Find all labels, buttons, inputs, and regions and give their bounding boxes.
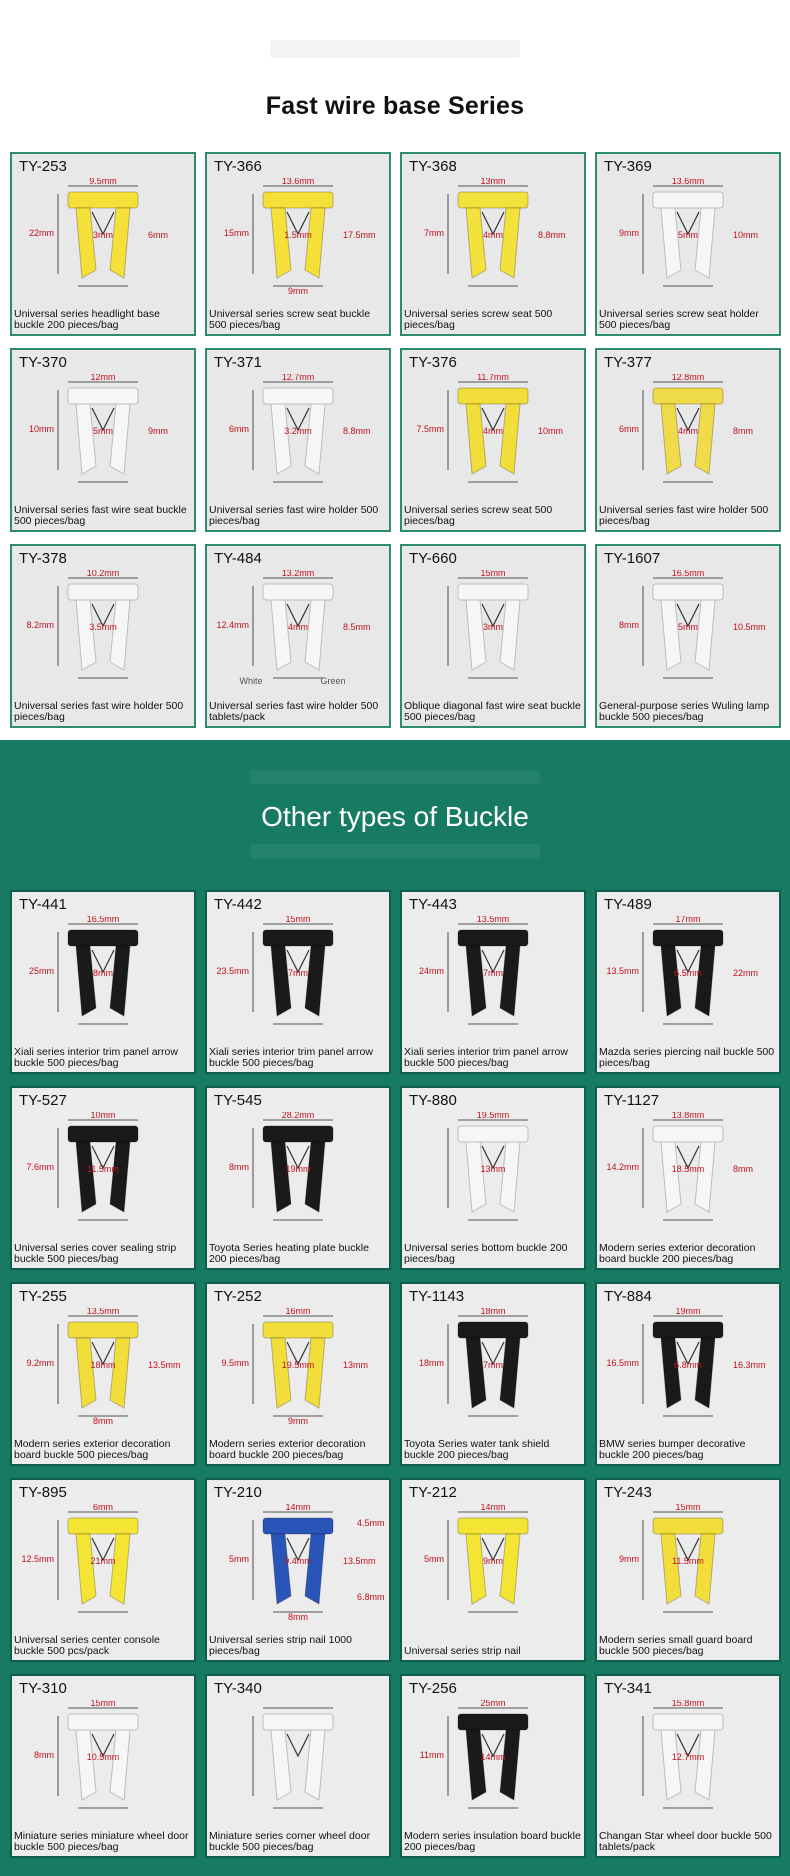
product-code: TY-880	[409, 1092, 457, 1109]
dimension-label: 3.2mm	[284, 426, 312, 436]
product-image	[597, 1112, 779, 1230]
product-image	[12, 916, 194, 1034]
dimension-label: 6.8mm	[674, 1360, 702, 1370]
product-code: TY-341	[604, 1680, 652, 1697]
product-description: Changan Star wheel door buckle 500 tablets/pack	[599, 1830, 772, 1853]
product-code: TY-212	[409, 1484, 457, 1501]
dimension-label: 12.4mm	[216, 620, 249, 630]
product-card[interactable]	[10, 1478, 196, 1662]
product-card[interactable]	[10, 152, 196, 336]
product-card[interactable]	[205, 348, 391, 532]
dimension-label: 15mm	[223, 228, 249, 238]
product-image	[597, 916, 779, 1034]
dimension-label: 7.5mm	[416, 424, 444, 434]
product-code: TY-368	[409, 158, 457, 175]
dimension-label: 11.5mm	[672, 1556, 704, 1566]
product-code: TY-378	[19, 550, 67, 567]
fast-wire-section	[0, 0, 790, 740]
product-code: TY-253	[19, 158, 67, 175]
product-image	[207, 570, 389, 688]
product-image	[207, 1308, 389, 1426]
product-image	[597, 1504, 779, 1622]
dimension-label: 9mm	[483, 1556, 503, 1566]
dimension-label: 23.5mm	[216, 966, 249, 976]
product-image	[402, 916, 584, 1034]
product-description: Modern series exterior decoration board buckle 500 pieces/bag	[14, 1438, 171, 1461]
product-description: Universal series fast wire holder 500 tablets/pack	[209, 700, 379, 723]
product-code: TY-376	[409, 354, 457, 371]
dimension-label: 11.5mm	[87, 1164, 119, 1174]
product-card[interactable]	[10, 1282, 196, 1466]
dimension-label: 12.8mm	[671, 374, 705, 382]
product-card[interactable]	[595, 152, 781, 336]
dimension-label: 13.5mm	[86, 1308, 120, 1316]
product-description: Universal series screw seat buckle 500 pieces/bag	[209, 308, 371, 331]
product-card[interactable]	[205, 544, 391, 728]
product-description: Xiali series interior trim panel arrow buckle 500 pieces/bag	[14, 1046, 178, 1069]
dimension-label: 5mm	[229, 1554, 249, 1564]
product-image	[597, 178, 779, 296]
dimension-label: 5mm	[424, 1554, 444, 1564]
product-code: TY-484	[214, 550, 262, 567]
product-image	[207, 178, 389, 296]
product-code: TY-252	[214, 1288, 262, 1305]
product-code: TY-377	[604, 354, 652, 371]
product-card[interactable]	[205, 152, 391, 336]
product-card[interactable]	[10, 348, 196, 532]
product-card[interactable]	[205, 890, 391, 1074]
dimension-label: 11.7mm	[477, 374, 509, 382]
product-image	[207, 1504, 389, 1622]
product-code: TY-243	[604, 1484, 652, 1501]
product-description: Universal series screw seat 500 pieces/bag	[404, 504, 553, 527]
product-description: Modern series exterior decoration board buckle 200 pieces/bag	[209, 1438, 366, 1461]
dimension-label: 8mm	[34, 1750, 54, 1760]
dimension-label: 6.5mm	[674, 968, 702, 978]
fast-wire-product-grid	[10, 152, 782, 728]
product-card[interactable]	[400, 348, 586, 532]
product-code: TY-1127	[604, 1092, 660, 1109]
product-code: TY-441	[19, 896, 67, 913]
dimension-label: 16.5mm	[86, 916, 120, 924]
product-code: TY-310	[19, 1680, 67, 1697]
dimension-label: 28.2mm	[281, 1112, 315, 1120]
dimension-label: 4.5mm	[357, 1518, 385, 1528]
dimension-label: 9.2mm	[26, 1358, 54, 1368]
dimension-label: 19.5mm	[476, 1112, 510, 1120]
product-card[interactable]	[595, 1674, 781, 1858]
product-image	[12, 178, 194, 296]
product-image	[207, 374, 389, 492]
dimension-label: 10mm	[733, 230, 759, 240]
product-image	[402, 1308, 584, 1426]
product-code: TY-255	[19, 1288, 67, 1305]
product-description: Universal series headlight base buckle 200 pieces/bag	[14, 308, 160, 331]
dimension-label: 12.5mm	[21, 1554, 54, 1564]
product-card[interactable]	[400, 1086, 586, 1270]
dimension-label: 8mm	[288, 1612, 308, 1622]
product-image	[597, 1700, 779, 1818]
dimension-label: 18.5mm	[671, 1164, 705, 1174]
dimension-label: 19mm	[675, 1308, 701, 1316]
dimension-label: 8.2mm	[26, 620, 54, 630]
product-code: TY-489	[604, 896, 652, 913]
product-code: TY-884	[604, 1288, 652, 1305]
dimension-label: 18mm	[418, 1358, 444, 1368]
dimension-label: 7mm	[483, 1360, 503, 1370]
dimension-label: 12mm	[90, 374, 116, 382]
product-code: TY-370	[19, 354, 67, 371]
dimension-label: 18mm	[480, 1308, 506, 1316]
dimension-label: 10mm	[28, 424, 54, 434]
dimension-label: 25mm	[480, 1700, 506, 1708]
dimension-label: 4mm	[483, 230, 503, 240]
dimension-label: 19mm	[285, 1164, 311, 1174]
product-image	[207, 916, 389, 1034]
product-code: TY-545	[214, 1092, 262, 1109]
product-image	[402, 1504, 584, 1622]
dimension-label: 16mm	[285, 1308, 311, 1316]
dimension-label: 8.5mm	[343, 622, 371, 632]
product-card[interactable]	[400, 1282, 586, 1466]
product-image	[12, 570, 194, 688]
product-code: TY-340	[214, 1680, 262, 1697]
product-description: Xiali series interior trim panel arrow buckle 500 pieces/bag	[209, 1046, 373, 1069]
other-buckle-product-grid	[10, 890, 782, 1858]
product-image	[402, 570, 584, 688]
dimension-label: 11mm	[419, 1750, 444, 1760]
dimension-label: 18mm	[90, 1360, 116, 1370]
dimension-label: 13.5mm	[606, 966, 639, 976]
product-description: Modern series insulation board buckle 200 pieces/bag	[404, 1830, 581, 1853]
product-image	[12, 1700, 194, 1818]
product-description: Miniature series miniature wheel door buckle 500 pieces/bag	[14, 1830, 189, 1853]
dimension-label: 24mm	[418, 966, 444, 976]
dimension-label: 5mm	[678, 622, 698, 632]
dimension-label: 4mm	[678, 426, 698, 436]
clip-illustration	[263, 1714, 333, 1800]
dimension-label: 8mm	[619, 620, 639, 630]
dimension-label: 13.5mm	[476, 916, 510, 924]
dimension-label: 8mm	[93, 968, 113, 978]
product-card[interactable]	[595, 1478, 781, 1662]
decorative-band	[250, 770, 540, 784]
dimension-label: 13.8mm	[671, 1112, 705, 1120]
product-card[interactable]	[10, 1086, 196, 1270]
product-image	[12, 1308, 194, 1426]
dimension-label: 16.5mm	[671, 570, 705, 578]
dimension-label: 15.8mm	[671, 1700, 705, 1708]
product-description: Toyota Series heating plate buckle 200 pieces/bag	[209, 1242, 369, 1265]
dimension-label: 13mm	[480, 178, 506, 186]
product-image	[402, 374, 584, 492]
product-description: BMW series bumper decorative buckle 200 pieces/bag	[599, 1438, 746, 1461]
dimension-label: 9.4mm	[284, 1556, 312, 1566]
product-code: TY-1607	[604, 550, 661, 567]
dimension-label: 6mm	[229, 424, 249, 434]
dimension-label: 10mm	[538, 426, 564, 436]
product-card[interactable]	[595, 544, 781, 728]
product-card[interactable]	[595, 1086, 781, 1270]
product-description: Universal series strip nail	[404, 1645, 521, 1657]
dimension-label: 15mm	[285, 916, 311, 924]
dimension-label: 4mm	[483, 426, 503, 436]
dimension-label: 8mm	[229, 1162, 249, 1172]
other-buckle-section	[0, 740, 790, 1876]
product-image	[402, 1112, 584, 1230]
dimension-label: 6mm	[148, 230, 168, 240]
product-description: Miniature series corner wheel door buckle 500 pieces/bag	[209, 1830, 371, 1853]
dimension-label: 9mm	[619, 228, 639, 238]
dimension-label: 9mm	[288, 1416, 308, 1426]
product-image	[597, 374, 779, 492]
decorative-band	[270, 40, 520, 58]
dimension-label: 5mm	[93, 426, 113, 436]
dimension-label: 13mm	[480, 1164, 506, 1174]
dimension-label: 3.5mm	[89, 622, 117, 632]
product-description: Universal series center console buckle 500 pcs/pack	[14, 1634, 160, 1657]
product-card[interactable]	[10, 1674, 196, 1858]
dimension-label: 6.8mm	[357, 1592, 385, 1602]
product-card[interactable]	[400, 890, 586, 1074]
product-code: TY-527	[19, 1092, 67, 1109]
dimension-label: 9mm	[148, 426, 168, 436]
product-card[interactable]	[595, 890, 781, 1074]
dimension-label: 25mm	[28, 966, 54, 976]
dimension-label: 13.5mm	[148, 1360, 181, 1370]
product-card[interactable]	[595, 348, 781, 532]
dimension-label: 15mm	[675, 1504, 701, 1512]
dimension-label: 13.6mm	[281, 178, 315, 186]
dimension-label: 7mm	[424, 228, 444, 238]
dimension-label: 3mm	[93, 230, 113, 240]
dimension-label: 9mm	[288, 286, 308, 296]
product-card[interactable]	[10, 890, 196, 1074]
dimension-label: 19.5mm	[281, 1360, 315, 1370]
product-description: Universal series strip nail 1000 pieces/bag	[209, 1634, 352, 1657]
product-image	[597, 1308, 779, 1426]
dimension-label: 7mm	[483, 968, 503, 978]
dimension-label: 21mm	[90, 1556, 116, 1566]
product-description: Oblique diagonal fast wire seat buckle 500 pieces/bag	[404, 700, 581, 723]
product-code: TY-442	[214, 896, 262, 913]
product-description: Toyota Series water tank shield buckle 200 pieces/bag	[404, 1438, 550, 1461]
product-description: Universal series fast wire holder 500 pieces/bag	[599, 504, 769, 527]
dimension-label: 10mm	[90, 1112, 116, 1120]
dimension-label: 9.5mm	[221, 1358, 249, 1368]
dimension-label: 17mm	[675, 916, 701, 924]
product-code: TY-1143	[409, 1288, 465, 1305]
dimension-label: 15mm	[90, 1700, 116, 1708]
dimension-label: 1.5mm	[284, 230, 312, 240]
product-card[interactable]	[205, 1282, 391, 1466]
product-card[interactable]	[400, 152, 586, 336]
product-code: TY-210	[214, 1484, 262, 1501]
dimension-label: 22mm	[733, 968, 759, 978]
dimension-label: 14mm	[285, 1504, 311, 1512]
section-title-other-buckle: Other types of Buckle	[261, 801, 529, 832]
dimension-label: 13.5mm	[343, 1556, 376, 1566]
product-image	[597, 570, 779, 688]
product-image	[12, 374, 194, 492]
dimension-label: 12.7mm	[671, 1752, 705, 1762]
dimension-label: 17.5mm	[343, 230, 376, 240]
product-description: Universal series fast wire seat buckle 500 pieces/bag	[14, 504, 187, 527]
product-description: Modern series small guard board buckle 500 pieces/bag	[599, 1634, 753, 1657]
dimension-label: 12.7mm	[281, 374, 315, 382]
product-image	[207, 1112, 389, 1230]
product-image	[402, 1700, 584, 1818]
product-description: Universal series screw seat holder 500 pieces/bag	[599, 308, 759, 331]
dimension-label: 22mm	[28, 228, 54, 238]
decorative-band	[250, 844, 540, 858]
dimension-label: 7mm	[288, 968, 308, 978]
dimension-label: 13.2mm	[281, 570, 315, 578]
dimension-label: 9.5mm	[89, 178, 117, 186]
product-code: TY-366	[214, 158, 262, 175]
dimension-label: 4mm	[288, 622, 308, 632]
product-image	[207, 1700, 389, 1818]
product-description: Modern series exterior decoration board buckle 200 pieces/bag	[599, 1242, 756, 1265]
dimension-label: 8mm	[733, 1164, 753, 1174]
product-description: General-purpose series Wuling lamp buckle 500 pieces/bag	[599, 700, 770, 723]
dimension-label: 8mm	[733, 426, 753, 436]
product-code: TY-895	[19, 1484, 67, 1501]
color-variant-label: Green	[320, 676, 346, 686]
product-code: TY-371	[214, 354, 262, 371]
dimension-label: 7.6mm	[26, 1162, 54, 1172]
product-card[interactable]	[400, 544, 586, 728]
dimension-label: 8.8mm	[538, 230, 566, 240]
dimension-label: 10.5mm	[86, 1752, 120, 1762]
product-card[interactable]	[205, 1478, 391, 1662]
product-description: Universal series fast wire holder 500 pieces/bag	[209, 504, 379, 527]
color-variant-label: White	[239, 676, 263, 686]
dimension-label: 6mm	[93, 1504, 113, 1512]
dimension-label: 10.2mm	[86, 570, 120, 578]
product-description: Universal series screw seat 500 pieces/bag	[404, 308, 553, 331]
dimension-label: 6mm	[619, 424, 639, 434]
dimension-label: 9mm	[619, 1554, 639, 1564]
product-code: TY-256	[409, 1680, 457, 1697]
section-title-fast-wire: Fast wire base Series	[265, 92, 525, 120]
product-card[interactable]	[205, 1086, 391, 1270]
dimension-label: 16.5mm	[606, 1358, 639, 1368]
product-image	[12, 1504, 194, 1622]
product-description: Mazda series piercing nail buckle 500 pieces/bag	[599, 1046, 775, 1069]
product-code: TY-369	[604, 158, 652, 175]
product-description: Universal series bottom buckle 200 pieces/bag	[404, 1242, 568, 1265]
product-description: Xiali series interior trim panel arrow buckle 500 pieces/bag	[404, 1046, 568, 1069]
dimension-label: 14mm	[480, 1504, 506, 1512]
product-card[interactable]	[595, 1282, 781, 1466]
dimension-label: 14.2mm	[606, 1162, 639, 1172]
product-image	[12, 1112, 194, 1230]
product-image	[402, 178, 584, 296]
product-description: Universal series cover sealing strip buckle 500 pieces/bag	[14, 1242, 177, 1265]
product-card[interactable]	[400, 1674, 586, 1858]
product-code: TY-660	[409, 550, 457, 567]
product-card[interactable]	[10, 544, 196, 728]
dimension-label: 16.3mm	[733, 1360, 766, 1370]
product-code: TY-443	[409, 896, 457, 913]
dimension-label: 3mm	[483, 622, 503, 632]
dimension-label: 8mm	[93, 1416, 113, 1426]
dimension-label: 14mm	[480, 1752, 506, 1762]
product-card[interactable]	[205, 1674, 391, 1858]
product-description: Universal series fast wire holder 500 pieces/bag	[14, 700, 184, 723]
dimension-label: 15mm	[480, 570, 506, 578]
dimension-label: 8.8mm	[343, 426, 371, 436]
product-card[interactable]	[400, 1478, 586, 1662]
dimension-label: 5mm	[678, 230, 698, 240]
dimension-label: 13mm	[343, 1360, 369, 1370]
dimension-label: 13.6mm	[671, 178, 705, 186]
dimension-label: 10.5mm	[733, 622, 766, 632]
